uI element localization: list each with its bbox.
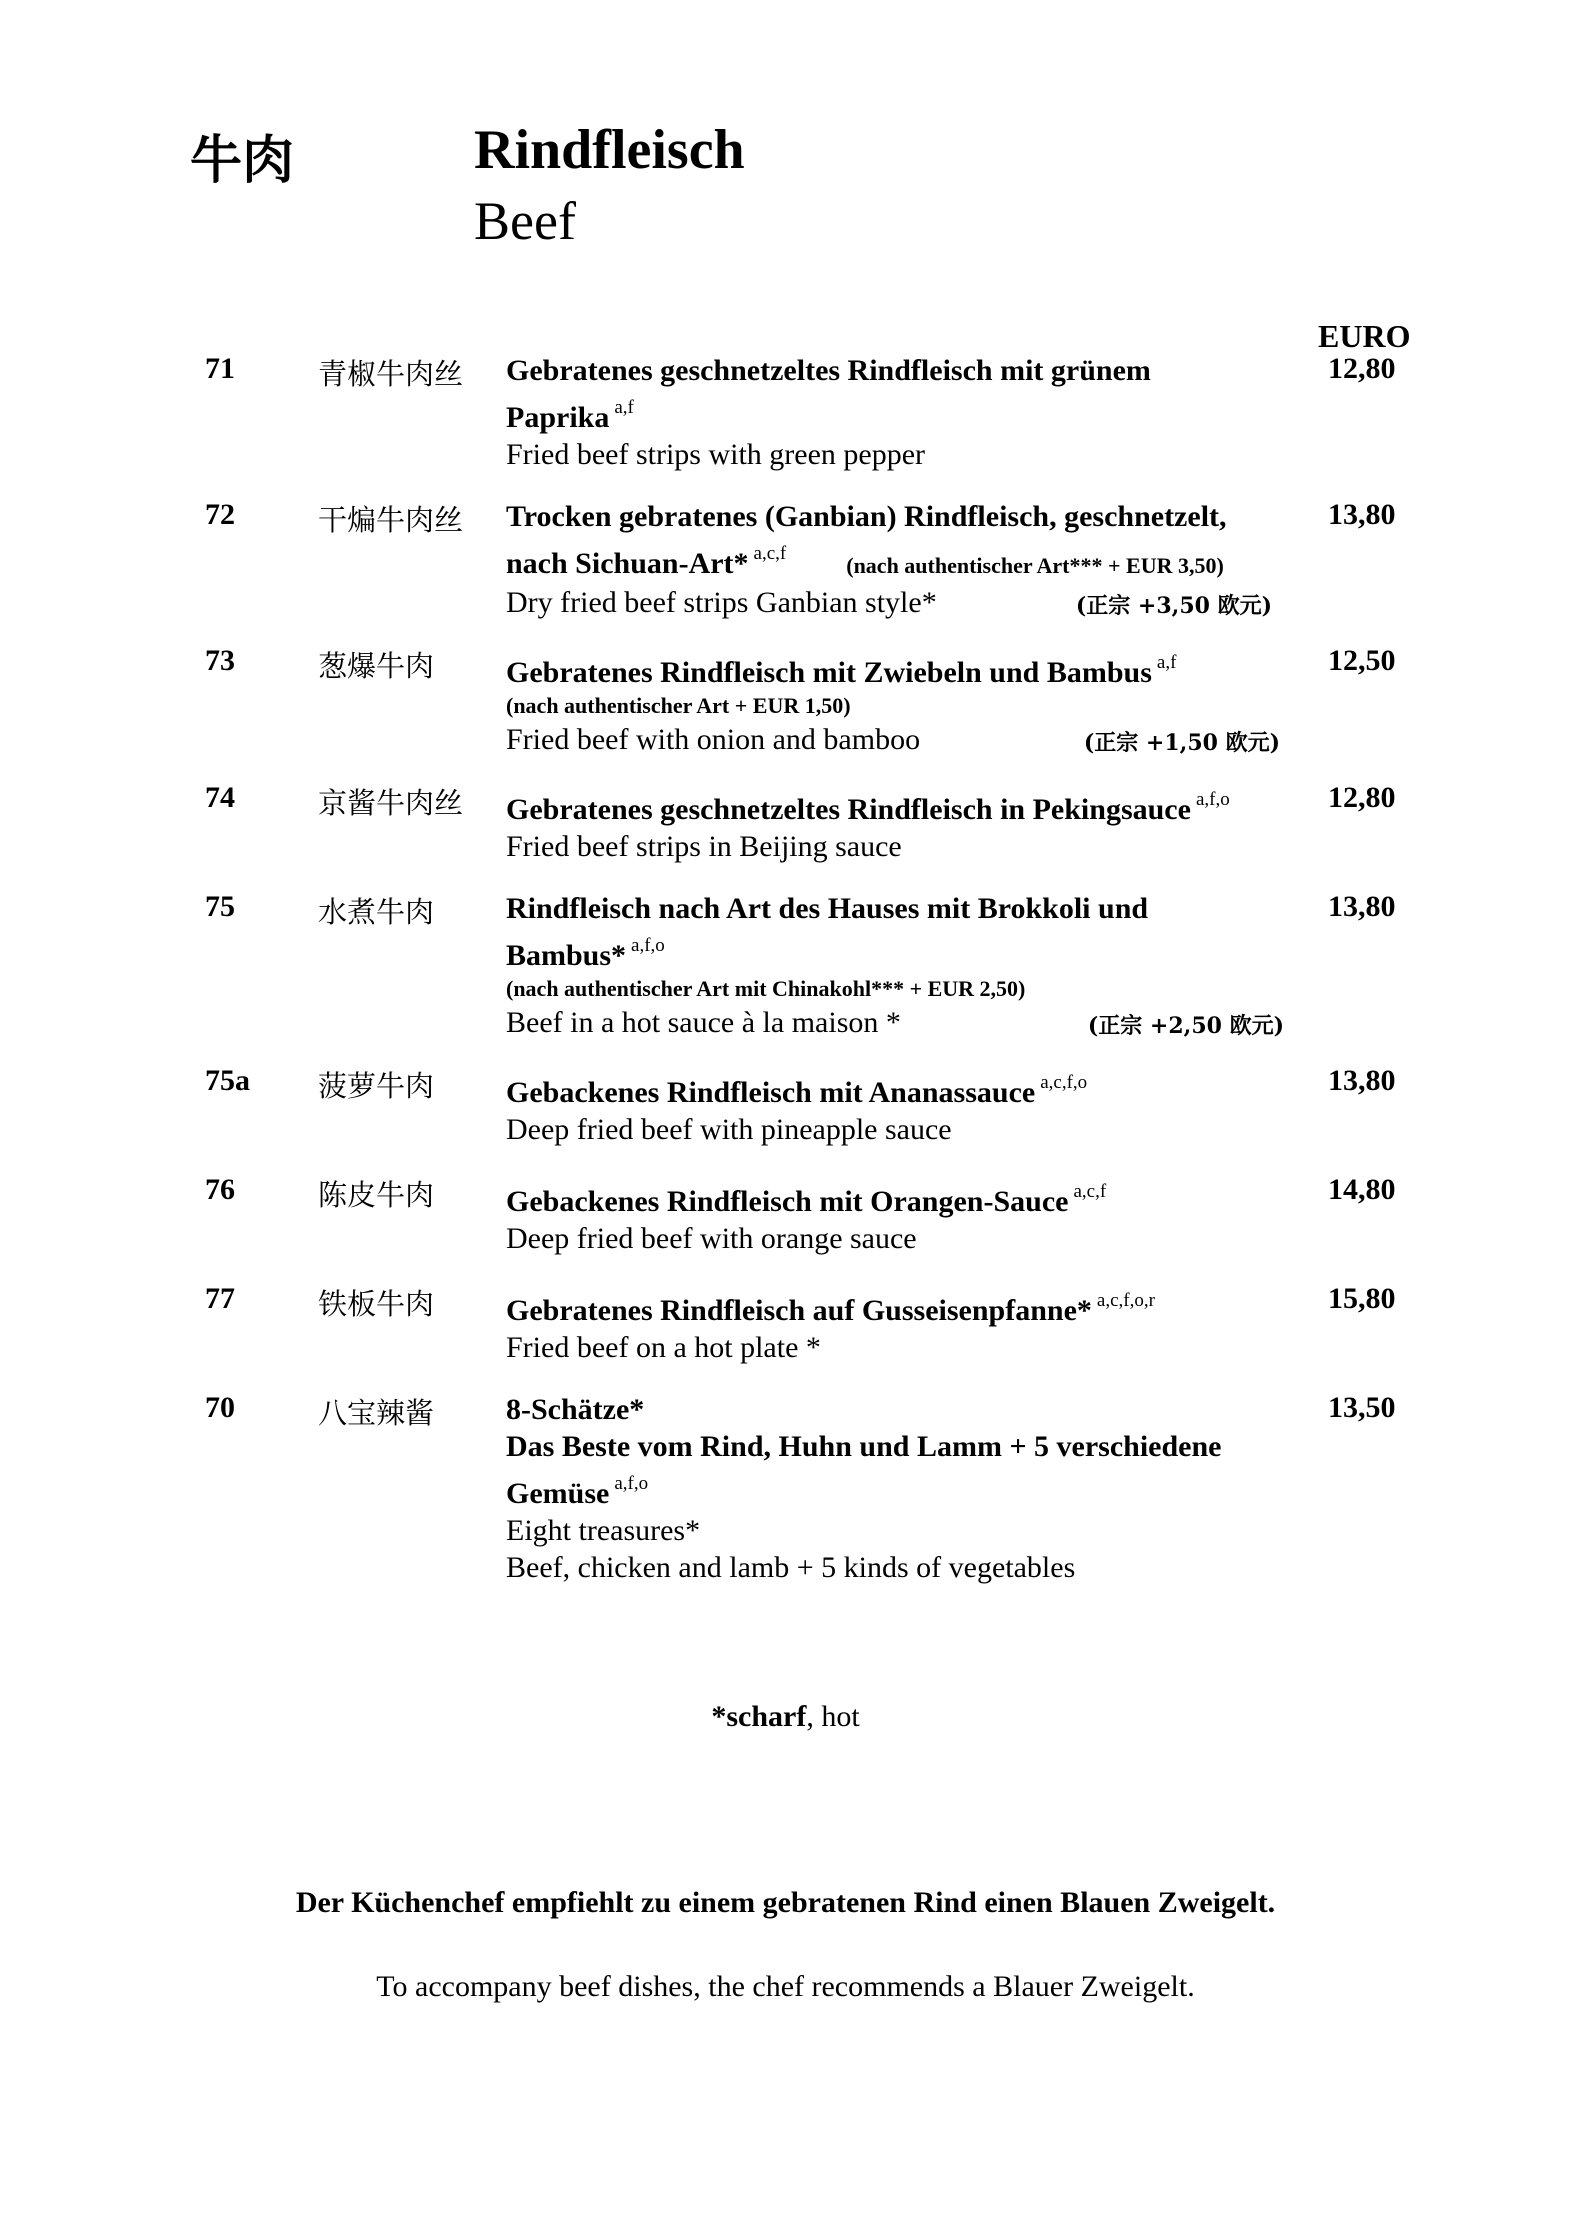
item-number: 70 bbox=[205, 1391, 235, 1424]
item-name-german: Rindfleisch nach Art des Hauses mit Brokkoli und Bambus* $^{a,f,o}$ bbox=[506, 892, 1149, 972]
item-description-english: Beef, chicken and lamb + 5 kinds of vegetables bbox=[506, 1551, 1076, 1584]
allergen-codes: a,c,f,o,r bbox=[1096, 1290, 1155, 1311]
item-price: 12,50 bbox=[1328, 644, 1396, 677]
item-name-chinese: 八宝辣酱 bbox=[318, 1396, 435, 1430]
item-name-german: 8-Schätze* Das Beste vom Rind, Huhn und Lamm + 5 verschiedene Gemüse $^{a,f,o}$ bbox=[506, 1393, 1222, 1510]
item-name-english: Fried beef on a hot plate * bbox=[506, 1331, 821, 1364]
item-number: 75 bbox=[205, 890, 235, 923]
item-price: 13,80 bbox=[1328, 890, 1396, 923]
item-number: 77 bbox=[205, 1282, 235, 1315]
authentic-style-surcharge-chinese: (正宗 +2,50 欧元) bbox=[1087, 1013, 1284, 1039]
item-price: 15,80 bbox=[1328, 1282, 1396, 1315]
authentic-style-surcharge-chinese: (正宗 +3,50 欧元) bbox=[1075, 593, 1272, 619]
allergen-codes: a,f,o bbox=[614, 1473, 649, 1494]
authentic-style-surcharge: (nach authentischer Art mit Chinakohl*** + EUR 2,50) bbox=[506, 976, 1026, 1001]
allergen-codes: a,c,f,o bbox=[1040, 1072, 1088, 1093]
allergen-codes: a,f,o bbox=[1195, 789, 1230, 810]
item-name-chinese: 青椒牛肉丝 bbox=[318, 357, 464, 391]
item-price: 13,50 bbox=[1328, 1391, 1396, 1424]
item-name-german: Trocken gebratenes (Ganbian) Rindfleisch, geschnetzelt, nach Sichuan-Art* $^{a,c,f}$ (nach authentischer Art*** + EUR 3,50) bbox=[506, 500, 1227, 580]
item-description bbox=[506, 1173, 1296, 1257]
item-description bbox=[506, 1391, 1296, 1586]
item-description bbox=[506, 890, 1296, 1041]
item-name-chinese: 陈皮牛肉 bbox=[318, 1178, 435, 1212]
item-name-german: Gebackenes Rindfleisch mit Orangen-Sauce $^{a,c,f}$ bbox=[506, 1181, 1107, 1218]
chef-recommendation-german: Der Küchenchef empfiehlt zu einem gebratenen Rind einen Blauen Zweigelt. bbox=[295, 1886, 1276, 1919]
allergen-codes: a,c,f bbox=[1073, 1181, 1107, 1202]
item-name-german: Gebratenes Rindfleisch mit Zwiebeln und Bambus $^{a,f}$ bbox=[506, 652, 1177, 689]
item-name-german: Gebratenes Rindfleisch auf Gusseisenpfanne* $^{a,c,f,o,r}$ bbox=[506, 1290, 1155, 1327]
currency-column-header: EURO bbox=[1318, 318, 1411, 354]
section-title-german: Rindfleisch bbox=[474, 119, 745, 181]
allergen-codes: a,f,o bbox=[631, 935, 665, 956]
item-number: 73 bbox=[205, 644, 235, 677]
item-name-chinese: 葱爆牛肉 bbox=[318, 649, 435, 683]
item-number: 76 bbox=[205, 1173, 235, 1206]
item-name-chinese: 京酱牛肉丝 bbox=[318, 786, 464, 820]
item-description bbox=[506, 1064, 1296, 1148]
item-name-english: Beef in a hot sauce à la maison * (正宗 +2,50 欧元) bbox=[506, 1004, 1296, 1041]
item-number: 71 bbox=[205, 352, 235, 385]
allergen-codes: a,c,f bbox=[753, 543, 787, 564]
allergen-codes: a,f bbox=[614, 397, 634, 418]
spicy-footnote: *scharf, hot bbox=[711, 1700, 860, 1733]
item-price: 12,80 bbox=[1328, 781, 1396, 814]
section-title-english: Beef bbox=[474, 191, 576, 251]
item-name-english: Eight treasures* bbox=[506, 1514, 701, 1547]
item-price: 13,80 bbox=[1328, 1064, 1396, 1097]
item-name-english: Fried beef with onion and bamboo (正宗 +1,50 欧元) bbox=[506, 721, 1296, 758]
chef-recommendation-english: To accompany beef dishes, the chef recommends a Blauer Zweigelt. bbox=[376, 1970, 1195, 2003]
item-name-english: Fried beef strips with green pepper bbox=[506, 438, 926, 471]
item-name-german: Gebackenes Rindfleisch mit Ananassauce $^{a,c,f,o}$ bbox=[506, 1072, 1088, 1109]
item-name-english: Deep fried beef with pineapple sauce bbox=[506, 1113, 952, 1146]
item-name-chinese: 水煮牛肉 bbox=[318, 895, 435, 929]
item-name-german: Gebratenes geschnetzeltes Rindfleisch mit grünem Paprika $^{a,f}$ bbox=[506, 354, 1151, 434]
item-name-english: Dry fried beef strips Ganbian style* (正宗 +3,50 欧元) bbox=[506, 584, 1296, 621]
item-price: 13,80 bbox=[1328, 498, 1396, 531]
item-number: 72 bbox=[205, 498, 235, 531]
item-description bbox=[506, 1282, 1296, 1366]
item-description bbox=[506, 352, 1296, 473]
authentic-style-surcharge: (nach authentischer Art*** + EUR 3,50) bbox=[846, 553, 1224, 578]
authentic-style-surcharge: (nach authentischer Art + EUR 1,50) bbox=[506, 693, 851, 718]
item-description bbox=[506, 781, 1296, 865]
item-description bbox=[506, 644, 1296, 758]
item-name-chinese: 铁板牛肉 bbox=[318, 1287, 435, 1321]
item-name-german: Gebratenes geschnetzeltes Rindfleisch in Pekingsauce $^{a,f,o}$ bbox=[506, 789, 1230, 826]
item-price: 14,80 bbox=[1328, 1173, 1396, 1206]
item-number: 75a bbox=[205, 1064, 250, 1097]
item-name-chinese: 干煸牛肉丝 bbox=[318, 503, 464, 537]
item-price: 12,80 bbox=[1328, 352, 1396, 385]
item-description bbox=[506, 498, 1296, 621]
section-title-chinese: 牛肉 bbox=[190, 131, 295, 191]
item-name-chinese: 菠萝牛肉 bbox=[318, 1069, 435, 1103]
authentic-style-surcharge-chinese: (正宗 +1,50 欧元) bbox=[1083, 730, 1280, 756]
item-name-english: Deep fried beef with orange sauce bbox=[506, 1222, 917, 1255]
allergen-codes: a,f bbox=[1156, 652, 1177, 673]
item-name-english: Fried beef strips in Beijing sauce bbox=[506, 830, 902, 863]
item-number: 74 bbox=[205, 781, 235, 814]
